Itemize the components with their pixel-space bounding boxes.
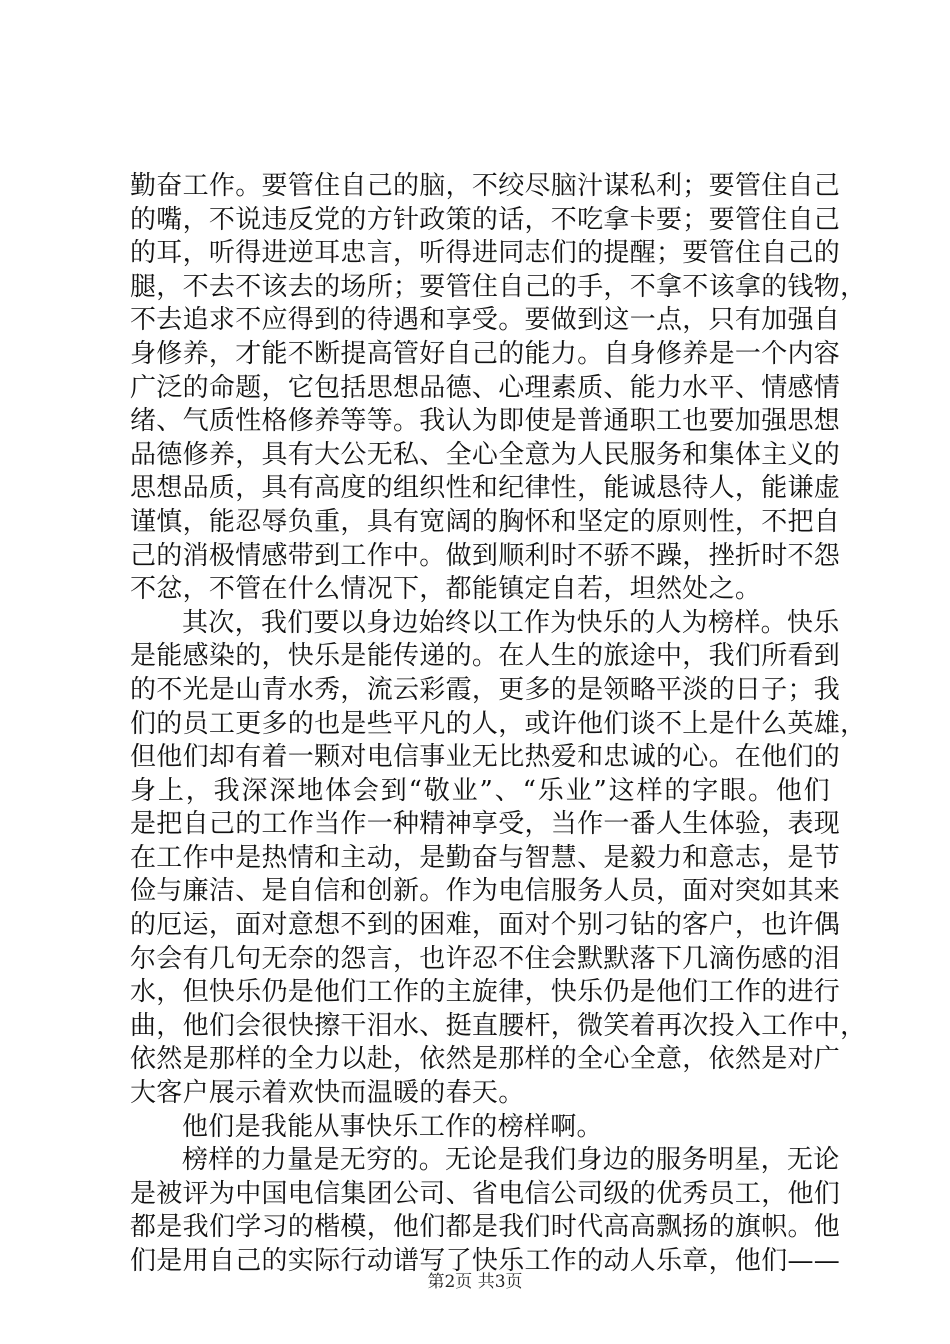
text-line: 其次，我们要以身边始终以工作为快乐的人为榜样。快乐 [182,607,840,638]
text-line: 的厄运，面对意想不到的困难，面对个别刁钻的客户，也许偶 [130,910,841,941]
text-line: 是被评为中国电信集团公司、省电信公司级的优秀员工，他们 [130,1178,841,1209]
text-line: 大客户展示着欢快而温暖的春天。 [130,1078,525,1109]
text-line: 的耳，听得进逆耳忠言，听得进同志们的提醒；要管住自己的 [130,238,841,269]
text-line: 们的员工更多的也是些平凡的人，或许他们谈不上是什么英雄， [130,708,867,739]
text-line: 谨慎，能忍辱负重，具有宽阔的胸怀和坚定的原则性，不把自 [130,506,841,537]
text-line: 是把自己的工作当作一种精神享受，当作一番人生体验，表现 [130,809,841,840]
page-footer: 第2页 共3页 [427,1272,523,1292]
text-line: 品德修养，具有大公无私、全心全意为人民服务和集体主义的 [130,439,841,470]
text-line: 在工作中是热情和主动，是勤奋与智慧、是毅力和意志，是节 [130,842,841,873]
text-line: 尔会有几句无奈的怨言，也许忍不住会默默落下几滴伤感的泪 [130,943,841,974]
text-line: 思想品质，具有高度的组织性和纪律性，能诚恳待人，能谦虚 [130,473,841,504]
text-line: 是能感染的，快乐是能传递的。在人生的旅途中，我们所看到 [130,641,841,672]
text-line: 己的消极情感带到工作中。做到顺利时不骄不躁，挫折时不怨 [130,540,841,571]
text-line: 腿，不去不该去的场所；要管住自己的手，不拿不该拿的钱物， [130,271,867,302]
text-line: 榜样的力量是无穷的。无论是我们身边的服务明星，无论 [182,1145,840,1176]
text-line: 的嘴，不说违反党的方针政策的话，不吃拿卡要；要管住自己 [130,204,841,235]
text-line: 不去追求不应得到的待遇和享受。要做到这一点，只有加强自 [130,305,841,336]
text-line: 不忿，不管在什么情况下，都能镇定自若，坦然处之。 [130,574,762,605]
text-line: 依然是那样的全力以赴，依然是那样的全心全意，依然是对广 [130,1044,841,1075]
text-line: 的不光是山青水秀，流云彩霞，更多的是领略平淡的日子；我 [130,674,841,705]
text-line: 身上，我深深地体会到“敬业”、“乐业”这样的字眼。他们 [130,775,830,806]
text-line: 身修养，才能不断提高管好自己的能力。自身修养是一个内容 [130,338,841,369]
text-line: 绪、气质性格修养等等。我认为即使是普通职工也要加强思想 [130,406,841,437]
text-line: 广泛的命题，它包括思想品德、心理素质、能力水平、情感情 [130,372,841,403]
text-line: 们是用自己的实际行动谱写了快乐工作的动人乐章，他们—— [130,1246,841,1276]
body-text [130,170,867,1279]
text-line: 曲，他们会很快擦干泪水、挺直腰杆，微笑着再次投入工作中， [130,1010,867,1041]
text-line: 但他们却有着一颗对电信事业无比热爱和忠诚的心。在他们的 [130,742,841,773]
text-line: 都是我们学习的楷模，他们都是我们时代高高飘扬的旗帜。他 [130,1212,841,1243]
text-line: 他们是我能从事快乐工作的榜样啊。 [182,1111,603,1142]
text-line: 水，但快乐仍是他们工作的主旋律，快乐仍是他们工作的进行 [130,977,841,1008]
text-line: 勤奋工作。要管住自己的脑，不绞尽脑汁谋私利；要管住自己 [130,171,841,201]
text-line: 俭与廉洁、是自信和创新。作为电信服务人员，面对突如其来 [130,876,841,907]
